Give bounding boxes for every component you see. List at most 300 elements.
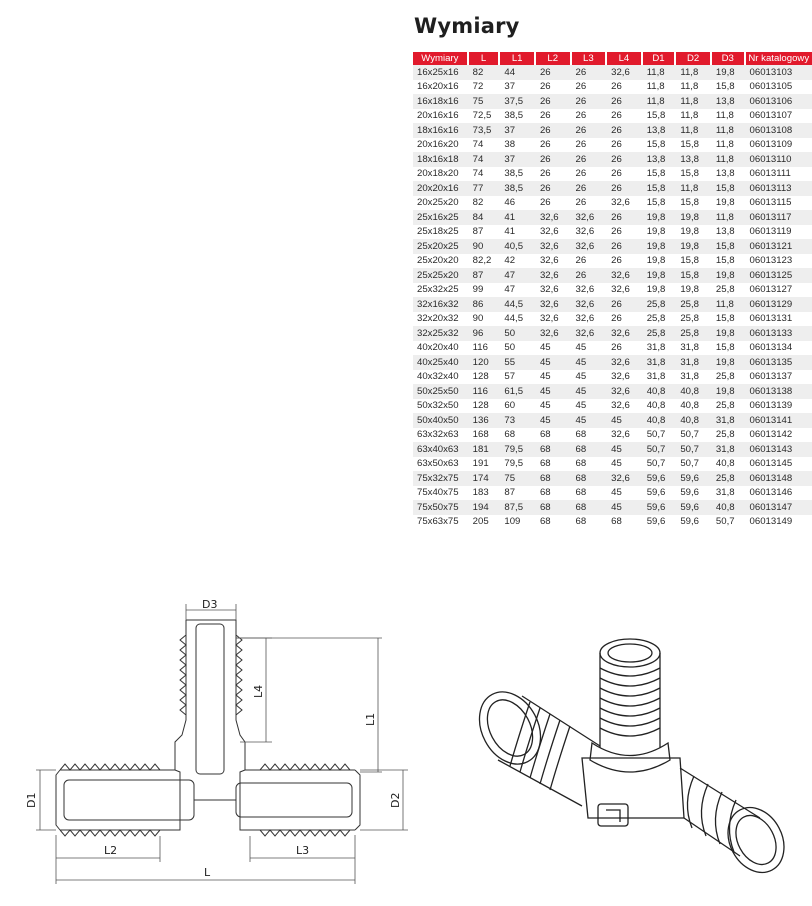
header-d3: D3: [712, 52, 746, 65]
table-cell: 15,8: [712, 254, 746, 269]
table-cell: 20x25x20: [413, 196, 469, 211]
table-cell: 45: [572, 413, 608, 428]
label-l1: L1: [364, 712, 377, 726]
table-cell: 37: [500, 123, 536, 138]
table-cell: 45: [572, 370, 608, 385]
table-cell: 11,8: [676, 80, 712, 95]
table-cell: 73,5: [469, 123, 501, 138]
table-cell: 38,5: [500, 167, 536, 182]
table-cell: 90: [469, 239, 501, 254]
table-cell: 32,6: [572, 239, 608, 254]
table-cell: 25,8: [712, 428, 746, 443]
table-cell: 120: [469, 355, 501, 370]
table-cell: 15,8: [712, 181, 746, 196]
table-cell: 59,6: [643, 500, 677, 515]
table-cell: 26: [572, 167, 608, 182]
table-cell: 63x40x63: [413, 442, 469, 457]
table-cell: 15,8: [712, 80, 746, 95]
table-row: [413, 196, 812, 211]
table-cell: 19,8: [676, 283, 712, 298]
table-cell: 26: [572, 123, 608, 138]
table-cell: 59,6: [643, 471, 677, 486]
table-cell: 20x16x16: [413, 109, 469, 124]
table-cell: 26: [536, 109, 572, 124]
dimensions-table: [413, 52, 812, 529]
table-cell: 183: [469, 486, 501, 501]
table-cell: 75: [469, 94, 501, 109]
table-cell: 32x20x32: [413, 312, 469, 327]
table-cell: 11,8: [676, 65, 712, 80]
table-cell: 45: [536, 355, 572, 370]
table-cell: 31,8: [643, 341, 677, 356]
table-cell: 15,8: [643, 181, 677, 196]
table-cell: 26: [607, 109, 643, 124]
table-cell: 45: [607, 500, 643, 515]
table-cell: 32,6: [607, 428, 643, 443]
table-row: [413, 94, 812, 109]
table-cell: 68: [572, 515, 608, 530]
table-cell: 13,8: [676, 152, 712, 167]
table-row: [413, 210, 812, 225]
table-cell: 45: [572, 384, 608, 399]
table-cell: 19,8: [712, 268, 746, 283]
table-cell: 50,7: [712, 515, 746, 530]
table-cell: 32,6: [572, 210, 608, 225]
table-cell: 06013111: [746, 167, 812, 182]
table-cell: 25,8: [712, 283, 746, 298]
table-cell: 26: [607, 312, 643, 327]
table-cell: 68: [572, 428, 608, 443]
table-cell: 26: [536, 196, 572, 211]
table-cell: 15,8: [712, 341, 746, 356]
table-cell: 40,8: [643, 413, 677, 428]
table-row: [413, 283, 812, 298]
isometric-fitting-illustration: [470, 628, 800, 888]
page-title: Wymiary: [414, 14, 520, 38]
table-cell: 68: [536, 457, 572, 472]
header-l1: L1: [500, 52, 536, 65]
table-cell: 32,6: [607, 399, 643, 414]
table-cell: 45: [536, 341, 572, 356]
table-cell: 63x50x63: [413, 457, 469, 472]
table-row: [413, 457, 812, 472]
table-cell: 72: [469, 80, 501, 95]
table-cell: 40x20x40: [413, 341, 469, 356]
table-cell: 18x16x16: [413, 123, 469, 138]
table-cell: 50: [500, 326, 536, 341]
table-cell: 26: [536, 123, 572, 138]
table-cell: 75: [500, 471, 536, 486]
table-cell: 40,8: [676, 413, 712, 428]
label-l4: L4: [252, 684, 265, 698]
table-cell: 116: [469, 384, 501, 399]
table-cell: 11,8: [676, 109, 712, 124]
table-cell: 06013108: [746, 123, 812, 138]
table-cell: 32x16x32: [413, 297, 469, 312]
table-cell: 44,5: [500, 312, 536, 327]
table-cell: 26: [607, 239, 643, 254]
header-d2: D2: [676, 52, 712, 65]
label-d3: D3: [202, 600, 218, 611]
table-cell: 32,6: [607, 196, 643, 211]
table-cell: 20x18x20: [413, 167, 469, 182]
table-cell: 68: [536, 428, 572, 443]
table-cell: 06013109: [746, 138, 812, 153]
header-l3: L3: [572, 52, 608, 65]
table-cell: 68: [572, 486, 608, 501]
table-cell: 82: [469, 196, 501, 211]
table-cell: 06013119: [746, 225, 812, 240]
table-cell: 06013134: [746, 341, 812, 356]
table-cell: 45: [607, 457, 643, 472]
table-row: [413, 138, 812, 153]
table-row: [413, 326, 812, 341]
table-cell: 15,8: [676, 196, 712, 211]
table-row: [413, 515, 812, 530]
table-cell: 15,8: [643, 167, 677, 182]
table-cell: 06013106: [746, 94, 812, 109]
table-cell: 06013117: [746, 210, 812, 225]
table-cell: 168: [469, 428, 501, 443]
table-cell: 32,6: [607, 384, 643, 399]
table-cell: 11,8: [643, 80, 677, 95]
table-row: [413, 167, 812, 182]
table-cell: 38: [500, 138, 536, 153]
table-cell: 11,8: [712, 152, 746, 167]
table-cell: 06013125: [746, 268, 812, 283]
table-cell: 06013123: [746, 254, 812, 269]
table-cell: 37: [500, 152, 536, 167]
table-cell: 128: [469, 399, 501, 414]
table-cell: 06013147: [746, 500, 812, 515]
table-cell: 31,8: [676, 355, 712, 370]
table-cell: 116: [469, 341, 501, 356]
table-cell: 13,8: [712, 94, 746, 109]
table-cell: 32,6: [536, 297, 572, 312]
table-cell: 205: [469, 515, 501, 530]
table-cell: 75x50x75: [413, 500, 469, 515]
table-cell: 32,6: [536, 268, 572, 283]
table-cell: 11,8: [676, 123, 712, 138]
table-cell: 25,8: [676, 326, 712, 341]
table-cell: 11,8: [712, 123, 746, 138]
table-cell: 72,5: [469, 109, 501, 124]
table-cell: 06013149: [746, 515, 812, 530]
table-cell: 50,7: [643, 442, 677, 457]
table-cell: 26: [536, 80, 572, 95]
table-cell: 26: [607, 138, 643, 153]
table-cell: 06013138: [746, 384, 812, 399]
table-cell: 15,8: [643, 138, 677, 153]
table-cell: 44: [500, 65, 536, 80]
table-row: [413, 65, 812, 80]
table-cell: 50,7: [643, 457, 677, 472]
table-cell: 19,8: [712, 196, 746, 211]
table-cell: 26: [607, 94, 643, 109]
table-cell: 90: [469, 312, 501, 327]
table-cell: 50,7: [676, 457, 712, 472]
table-cell: 19,8: [643, 283, 677, 298]
table-cell: 31,8: [712, 442, 746, 457]
table-cell: 32,6: [536, 239, 572, 254]
table-cell: 32,6: [536, 254, 572, 269]
table-cell: 136: [469, 413, 501, 428]
table-cell: 74: [469, 152, 501, 167]
table-body: [413, 65, 812, 529]
table-cell: 06013139: [746, 399, 812, 414]
table-cell: 26: [607, 341, 643, 356]
table-cell: 16x25x16: [413, 65, 469, 80]
table-cell: 68: [536, 442, 572, 457]
table-cell: 11,8: [712, 210, 746, 225]
table-cell: 11,8: [676, 181, 712, 196]
label-l2: L2: [104, 844, 118, 857]
table-cell: 32,6: [607, 326, 643, 341]
table-cell: 59,6: [676, 471, 712, 486]
table-cell: 26: [572, 254, 608, 269]
table-cell: 25x32x25: [413, 283, 469, 298]
table-cell: 26: [572, 181, 608, 196]
table-cell: 06013115: [746, 196, 812, 211]
table-cell: 50: [500, 341, 536, 356]
table-row: [413, 442, 812, 457]
table-cell: 25x20x25: [413, 239, 469, 254]
table-cell: 32,6: [572, 225, 608, 240]
table-cell: 11,8: [712, 138, 746, 153]
table-cell: 59,6: [676, 486, 712, 501]
table-cell: 19,8: [712, 326, 746, 341]
table-cell: 32,6: [607, 355, 643, 370]
table-cell: 26: [572, 80, 608, 95]
table-cell: 25,8: [712, 399, 746, 414]
table-cell: 86: [469, 297, 501, 312]
table-cell: 26: [572, 94, 608, 109]
table-cell: 06013110: [746, 152, 812, 167]
table-cell: 50,7: [676, 442, 712, 457]
table-row: [413, 413, 812, 428]
table-cell: 59,6: [676, 500, 712, 515]
table-cell: 59,6: [643, 515, 677, 530]
table-cell: 32x25x32: [413, 326, 469, 341]
table-cell: 75x63x75: [413, 515, 469, 530]
header-l2: L2: [536, 52, 572, 65]
table-cell: 06013133: [746, 326, 812, 341]
table-cell: 16x18x16: [413, 94, 469, 109]
label-d2: D2: [389, 792, 402, 808]
table-cell: 45: [607, 413, 643, 428]
table-cell: 06013103: [746, 65, 812, 80]
table-cell: 79,5: [500, 457, 536, 472]
table-cell: 15,8: [643, 109, 677, 124]
table-cell: 06013127: [746, 283, 812, 298]
table-cell: 50,7: [676, 428, 712, 443]
technical-drawing: [0, 600, 420, 900]
table-cell: 26: [536, 138, 572, 153]
table-cell: 32,6: [572, 326, 608, 341]
table-cell: 32,6: [572, 297, 608, 312]
table-row: [413, 500, 812, 515]
table-cell: 68: [536, 515, 572, 530]
table-cell: 13,8: [643, 152, 677, 167]
table-cell: 73: [500, 413, 536, 428]
table-cell: 06013135: [746, 355, 812, 370]
table-cell: 19,8: [712, 355, 746, 370]
table-cell: 25,8: [676, 297, 712, 312]
table-cell: 82: [469, 65, 501, 80]
table-cell: 15,8: [676, 138, 712, 153]
table-cell: 25,8: [712, 471, 746, 486]
table-cell: 26: [536, 94, 572, 109]
table-cell: 45: [536, 370, 572, 385]
table-cell: 32,6: [536, 225, 572, 240]
table-cell: 19,8: [676, 225, 712, 240]
table-cell: 32,6: [607, 283, 643, 298]
table-cell: 41: [500, 210, 536, 225]
table-cell: 87: [469, 225, 501, 240]
table-cell: 31,8: [712, 486, 746, 501]
table-cell: 11,8: [643, 65, 677, 80]
table-cell: 50x25x50: [413, 384, 469, 399]
table-cell: 26: [536, 181, 572, 196]
table-cell: 57: [500, 370, 536, 385]
table-cell: 19,8: [676, 210, 712, 225]
table-cell: 40,8: [643, 399, 677, 414]
table-cell: 19,8: [643, 268, 677, 283]
table-row: [413, 428, 812, 443]
table-cell: 06013113: [746, 181, 812, 196]
table-cell: 11,8: [676, 94, 712, 109]
table-cell: 59,6: [643, 486, 677, 501]
table-cell: 63x32x63: [413, 428, 469, 443]
table-cell: 31,8: [676, 341, 712, 356]
table-cell: 06013146: [746, 486, 812, 501]
table-cell: 19,8: [676, 239, 712, 254]
table-cell: 15,8: [712, 312, 746, 327]
table-cell: 128: [469, 370, 501, 385]
table-row: [413, 181, 812, 196]
table-cell: 68: [607, 515, 643, 530]
table-cell: 32,6: [536, 283, 572, 298]
table-cell: 15,8: [643, 196, 677, 211]
table-cell: 32,6: [572, 312, 608, 327]
table-cell: 47: [500, 268, 536, 283]
table-cell: 06013131: [746, 312, 812, 327]
table-cell: 06013107: [746, 109, 812, 124]
table-cell: 45: [607, 442, 643, 457]
table-cell: 68: [572, 471, 608, 486]
table-cell: 26: [607, 181, 643, 196]
table-cell: 26: [572, 65, 608, 80]
table-cell: 59,6: [676, 515, 712, 530]
header-l4: L4: [607, 52, 643, 65]
table-cell: 06013148: [746, 471, 812, 486]
table-cell: 06013137: [746, 370, 812, 385]
table-cell: 32,6: [607, 471, 643, 486]
table-cell: 15,8: [676, 167, 712, 182]
table-cell: 26: [572, 196, 608, 211]
table-cell: 82,2: [469, 254, 501, 269]
table-cell: 11,8: [712, 109, 746, 124]
table-cell: 26: [607, 254, 643, 269]
table-cell: 19,8: [643, 210, 677, 225]
table-cell: 06013142: [746, 428, 812, 443]
table-cell: 15,8: [676, 254, 712, 269]
table-cell: 68: [536, 500, 572, 515]
table-cell: 45: [536, 413, 572, 428]
table-row: [413, 123, 812, 138]
table-cell: 19,8: [643, 239, 677, 254]
table-cell: 40,8: [643, 384, 677, 399]
table-cell: 99: [469, 283, 501, 298]
table-cell: 19,8: [712, 65, 746, 80]
table-cell: 31,8: [712, 413, 746, 428]
table-cell: 26: [607, 210, 643, 225]
table-cell: 06013141: [746, 413, 812, 428]
table-cell: 60: [500, 399, 536, 414]
table-cell: 74: [469, 167, 501, 182]
table-row: [413, 109, 812, 124]
table-row: [413, 384, 812, 399]
table-cell: 44,5: [500, 297, 536, 312]
table-cell: 38,5: [500, 181, 536, 196]
table-cell: 25x20x20: [413, 254, 469, 269]
table-cell: 26: [607, 123, 643, 138]
label-d1: D1: [25, 792, 38, 808]
header-d1: D1: [643, 52, 677, 65]
table-cell: 68: [572, 457, 608, 472]
table-cell: 20x16x20: [413, 138, 469, 153]
table-cell: 37: [500, 80, 536, 95]
table-cell: 31,8: [676, 370, 712, 385]
table-cell: 109: [500, 515, 536, 530]
table-cell: 13,8: [712, 167, 746, 182]
table-cell: 79,5: [500, 442, 536, 457]
table-cell: 15,8: [676, 268, 712, 283]
table-cell: 32,6: [607, 370, 643, 385]
table-header-row: [413, 52, 812, 65]
table-cell: 32,6: [536, 312, 572, 327]
table-row: [413, 355, 812, 370]
table-cell: 47: [500, 283, 536, 298]
table-cell: 26: [572, 109, 608, 124]
table-cell: 26: [607, 167, 643, 182]
header-nr-katalogowy: Nr katalogowy: [746, 52, 812, 65]
table-cell: 191: [469, 457, 501, 472]
table-cell: 26: [572, 268, 608, 283]
table-cell: 19,8: [643, 254, 677, 269]
table-cell: 45: [572, 355, 608, 370]
table-row: [413, 471, 812, 486]
table-cell: 19,8: [712, 384, 746, 399]
table-cell: 20x20x16: [413, 181, 469, 196]
table-cell: 26: [607, 80, 643, 95]
table-cell: 61,5: [500, 384, 536, 399]
table-cell: 32,6: [607, 268, 643, 283]
table-cell: 77: [469, 181, 501, 196]
table-cell: 25,8: [643, 297, 677, 312]
table-cell: 26: [607, 152, 643, 167]
table-cell: 68: [572, 500, 608, 515]
table-cell: 32,6: [607, 65, 643, 80]
table-cell: 45: [536, 384, 572, 399]
table-cell: 32,6: [536, 326, 572, 341]
table-cell: 31,8: [643, 355, 677, 370]
table-row: [413, 399, 812, 414]
table-cell: 26: [572, 152, 608, 167]
table-row: [413, 486, 812, 501]
table-cell: 18x16x18: [413, 152, 469, 167]
table-cell: 32,6: [572, 283, 608, 298]
